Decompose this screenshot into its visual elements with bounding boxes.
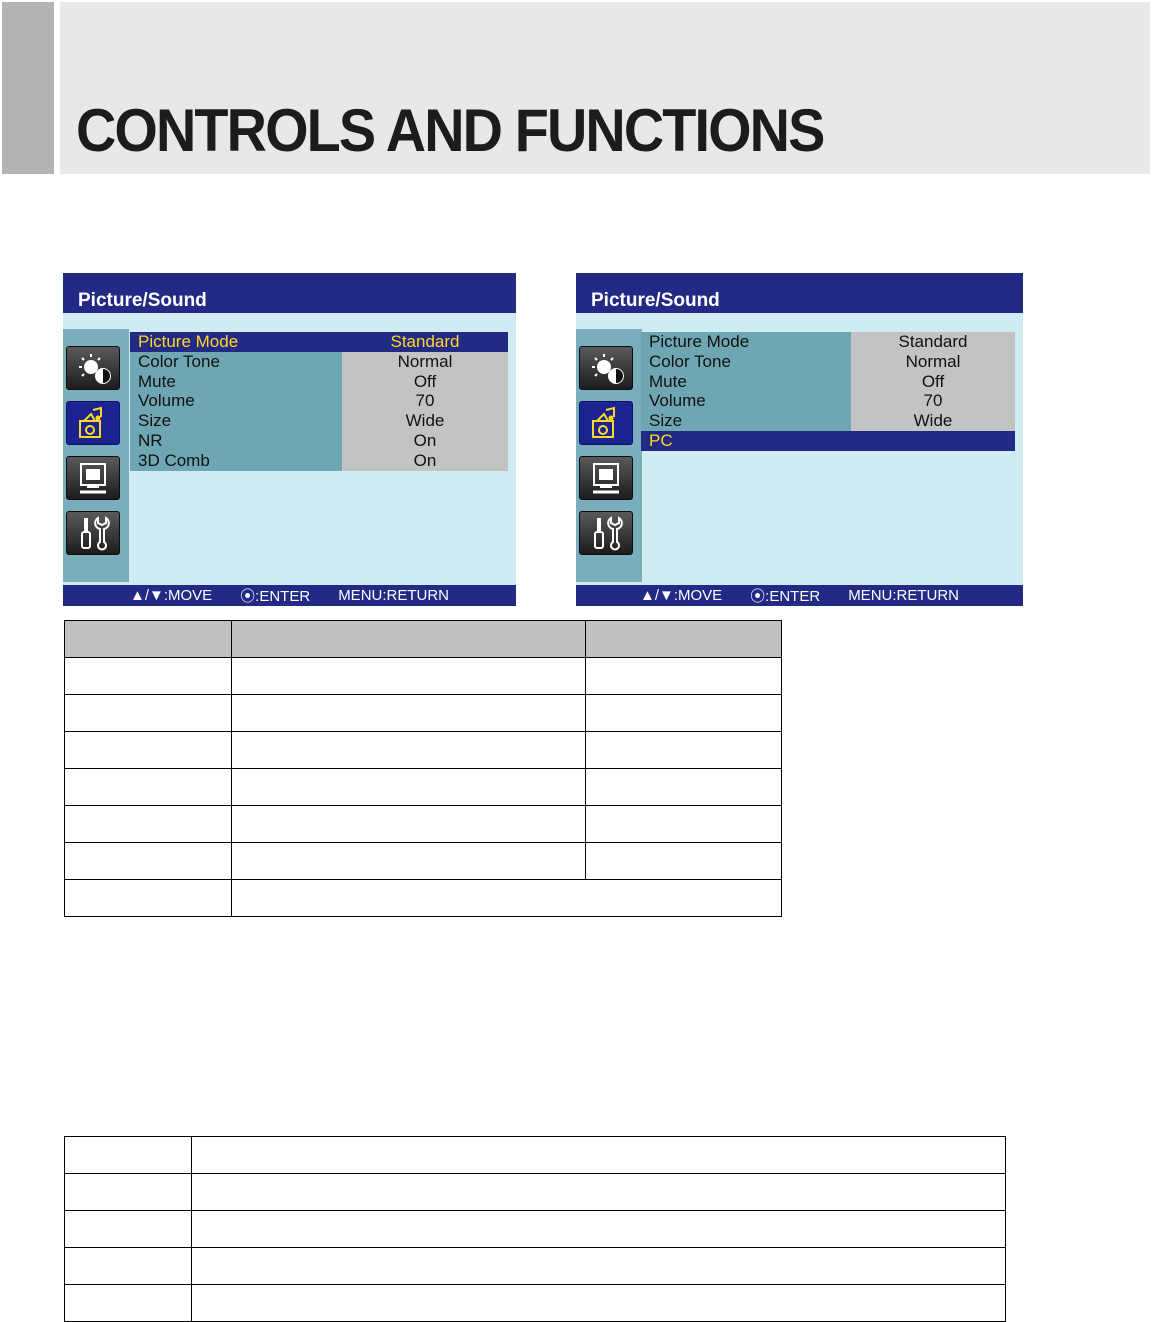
table-row bbox=[65, 732, 782, 769]
osd-row-value: Off bbox=[342, 372, 508, 392]
table-row bbox=[65, 806, 782, 843]
osd-title-bar bbox=[576, 273, 1023, 313]
osd-title-bar bbox=[63, 273, 516, 313]
osd-row-value: 70 bbox=[851, 391, 1015, 411]
osd-row-label: Size bbox=[130, 411, 342, 431]
table-cell bbox=[231, 621, 586, 658]
table-cell bbox=[586, 843, 782, 880]
osd-row-value: 70 bbox=[342, 391, 508, 411]
music-note-icon[interactable] bbox=[579, 401, 633, 445]
table-cell bbox=[65, 1174, 192, 1211]
table-row bbox=[65, 695, 782, 732]
tv-set-icon[interactable] bbox=[579, 456, 633, 500]
table-cell bbox=[65, 732, 232, 769]
osd-title: Picture/Sound bbox=[591, 290, 720, 311]
osd-footer bbox=[63, 585, 516, 606]
osd-row-volume[interactable] bbox=[130, 391, 508, 411]
table-cell bbox=[586, 806, 782, 843]
osd-row-value: Standard bbox=[342, 332, 508, 352]
music-note-icon[interactable] bbox=[66, 401, 120, 445]
osd-row-picture-mode[interactable] bbox=[130, 332, 508, 352]
osd-row-label: Color Tone bbox=[130, 352, 342, 372]
footer-return-hint: MENU:RETURN bbox=[848, 587, 960, 604]
osd-row-size[interactable] bbox=[641, 411, 1015, 431]
table-cell bbox=[65, 843, 232, 880]
osd-row-label: Mute bbox=[130, 372, 342, 392]
header-side-tab bbox=[2, 2, 54, 174]
osd-row-color-tone[interactable] bbox=[641, 352, 1015, 372]
osd-screen-right bbox=[576, 273, 1023, 606]
osd-row-label: 3D Comb bbox=[130, 451, 342, 471]
table-row bbox=[65, 1174, 1006, 1211]
osd-row-picture-mode[interactable] bbox=[641, 332, 1015, 352]
table-row bbox=[65, 769, 782, 806]
osd-screen-left bbox=[63, 273, 516, 606]
osd-row-value: Wide bbox=[851, 411, 1015, 431]
osd-row-pc[interactable]: PC bbox=[641, 431, 1015, 451]
table-cell bbox=[231, 880, 781, 917]
osd-icon-sidebar bbox=[63, 329, 129, 582]
sun-contrast-icon[interactable] bbox=[579, 346, 633, 390]
osd-row-3d-comb[interactable] bbox=[130, 451, 508, 471]
table-cell bbox=[231, 695, 586, 732]
table-cell bbox=[65, 695, 232, 732]
osd-row-value: Off bbox=[851, 372, 1015, 392]
table-row bbox=[65, 880, 782, 917]
table-cell bbox=[586, 732, 782, 769]
osd-menu-list bbox=[641, 332, 1015, 451]
table-cell bbox=[586, 695, 782, 732]
footer-enter-hint: ⦿:ENTER bbox=[750, 588, 821, 605]
table-cell bbox=[65, 1137, 192, 1174]
osd-footer bbox=[576, 585, 1023, 606]
osd-row-mute[interactable] bbox=[130, 372, 508, 392]
table-cell bbox=[65, 1248, 192, 1285]
table-cell bbox=[191, 1248, 1005, 1285]
osd-row-label: NR bbox=[130, 431, 342, 451]
table-cell bbox=[65, 880, 232, 917]
table-cell bbox=[65, 621, 232, 658]
table-cell bbox=[231, 769, 586, 806]
table-cell bbox=[231, 806, 586, 843]
table-cell bbox=[65, 1285, 192, 1322]
osd-row-value: Wide bbox=[342, 411, 508, 431]
footer-move-hint: ▲/▼:MOVE bbox=[639, 587, 723, 604]
osd-icon-sidebar bbox=[576, 329, 642, 582]
table-cell bbox=[586, 621, 782, 658]
table-cell bbox=[191, 1285, 1005, 1322]
osd-row-label: Volume bbox=[130, 391, 342, 411]
options-table bbox=[64, 1136, 1006, 1322]
osd-row-nr[interactable] bbox=[130, 431, 508, 451]
table-cell bbox=[191, 1174, 1005, 1211]
osd-row-value: On bbox=[342, 431, 508, 451]
page-title: CONTROLS AND FUNCTIONS bbox=[76, 97, 824, 164]
footer-move-hint: ▲/▼:MOVE bbox=[129, 587, 213, 604]
tv-set-icon[interactable] bbox=[66, 456, 120, 500]
footer-enter-hint: ⦿:ENTER bbox=[240, 588, 311, 605]
table-cell bbox=[65, 658, 232, 695]
osd-row-size[interactable] bbox=[130, 411, 508, 431]
sun-contrast-icon[interactable] bbox=[66, 346, 120, 390]
osd-row-value: Normal bbox=[851, 352, 1015, 372]
osd-row-label: Picture Mode bbox=[641, 332, 851, 352]
osd-row-volume[interactable] bbox=[641, 391, 1015, 411]
osd-row-value: Normal bbox=[342, 352, 508, 372]
tools-icon[interactable] bbox=[66, 511, 120, 555]
table-row bbox=[65, 843, 782, 880]
table-cell bbox=[191, 1211, 1005, 1248]
osd-row-label: Color Tone bbox=[641, 352, 851, 372]
table-row bbox=[65, 1285, 1006, 1322]
osd-row-label: Mute bbox=[641, 372, 851, 392]
table-cell bbox=[586, 769, 782, 806]
footer-return-hint: MENU:RETURN bbox=[338, 587, 450, 604]
table-cell bbox=[191, 1137, 1005, 1174]
settings-table bbox=[64, 620, 782, 917]
table-row bbox=[65, 1137, 1006, 1174]
osd-row-value: Standard bbox=[851, 332, 1015, 352]
osd-menu-list bbox=[130, 332, 508, 471]
table-cell bbox=[231, 843, 586, 880]
table-row bbox=[65, 1211, 1006, 1248]
osd-row-value: On bbox=[342, 451, 508, 471]
tools-icon[interactable] bbox=[579, 511, 633, 555]
table-cell bbox=[586, 658, 782, 695]
osd-title: Picture/Sound bbox=[78, 290, 207, 311]
table-cell bbox=[231, 732, 586, 769]
table-header-row bbox=[65, 621, 782, 658]
osd-row-mute[interactable] bbox=[641, 372, 1015, 392]
table-cell bbox=[65, 806, 232, 843]
table-cell bbox=[65, 769, 232, 806]
table-row bbox=[65, 1248, 1006, 1285]
table-cell bbox=[231, 658, 586, 695]
table-cell bbox=[65, 1211, 192, 1248]
osd-row-label: Volume bbox=[641, 391, 851, 411]
osd-row-label: Size bbox=[641, 411, 851, 431]
osd-row-color-tone[interactable] bbox=[130, 352, 508, 372]
table-row bbox=[65, 658, 782, 695]
osd-row-label: Picture Mode bbox=[130, 332, 342, 352]
